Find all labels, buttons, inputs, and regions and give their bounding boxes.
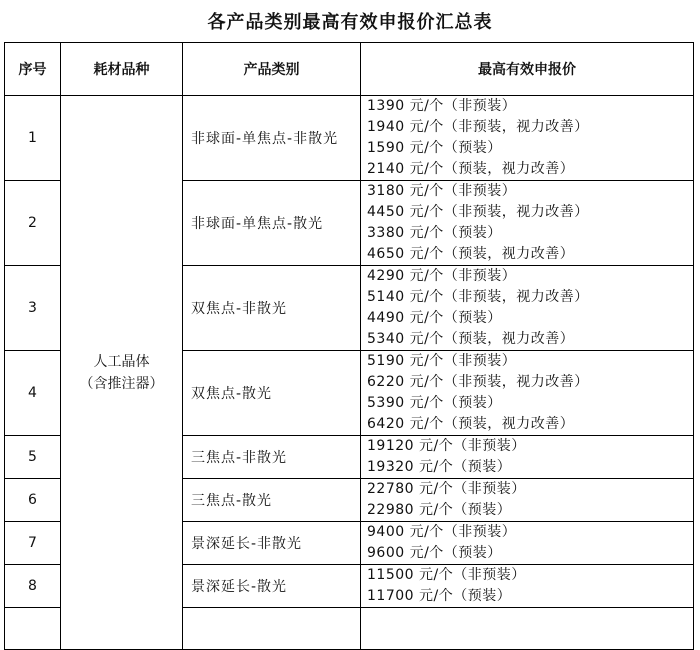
- price-cell: [361, 181, 694, 266]
- price-line: 4650 元/个（预装，视力改善）: [367, 246, 575, 262]
- price-line: 5190 元/个（非预装）: [367, 353, 517, 369]
- price-line: 22980 元/个（预装）: [367, 502, 512, 518]
- price-line: 9600 元/个（预装）: [367, 545, 502, 561]
- price-line: 5390 元/个（预装）: [367, 395, 502, 411]
- header-max-price: 最高有效申报价: [361, 43, 694, 96]
- product-category: 双焦点-散光: [183, 351, 361, 436]
- price-line: 19120 元/个（非预装）: [367, 438, 526, 454]
- price-cell: [361, 522, 694, 565]
- header-product-category: 产品类别: [183, 43, 361, 96]
- row-number: 1: [5, 96, 61, 181]
- product-category: 非球面-单焦点-散光: [183, 181, 361, 266]
- price-summary-table: [4, 42, 694, 650]
- material-name: 人工晶体: [93, 353, 150, 370]
- product-category: 双焦点-非散光: [183, 266, 361, 351]
- price-line: 22780 元/个（非预装）: [367, 481, 526, 497]
- price-line: 5340 元/个（预装，视力改善）: [367, 331, 575, 347]
- product-category: 景深延长-非散光: [183, 522, 361, 565]
- row-number: 7: [5, 522, 61, 565]
- price-line: 11500 元/个（非预装）: [367, 567, 526, 583]
- price-line: 3180 元/个（非预装）: [367, 183, 517, 199]
- row-number: 2: [5, 181, 61, 266]
- price-line: 3380 元/个（预装）: [367, 225, 502, 241]
- product-category-empty: [183, 608, 361, 650]
- row-number: 3: [5, 266, 61, 351]
- header-row: [5, 43, 694, 96]
- price-line: 2140 元/个（预装，视力改善）: [367, 161, 575, 177]
- price-line: 4450 元/个（非预装，视力改善）: [367, 204, 589, 220]
- header-serial-no: 序号: [5, 43, 61, 96]
- row-number: 6: [5, 479, 61, 522]
- product-category: 三焦点-散光: [183, 479, 361, 522]
- price-line: 6220 元/个（非预装，视力改善）: [367, 374, 589, 390]
- price-line: 6420 元/个（预装，视力改善）: [367, 416, 575, 432]
- material-note: （含推注器）: [79, 375, 164, 392]
- price-cell: [361, 266, 694, 351]
- row-number: 5: [5, 436, 61, 479]
- price-cell: [361, 96, 694, 181]
- price-line: 9400 元/个（非预装）: [367, 524, 517, 540]
- price-cell: [361, 436, 694, 479]
- row-number: 4: [5, 351, 61, 436]
- row-number-empty: [5, 608, 61, 650]
- product-category: 非球面-单焦点-非散光: [183, 96, 361, 181]
- price-line: 4490 元/个（预装）: [367, 310, 502, 326]
- price-line: 19320 元/个（预装）: [367, 459, 512, 475]
- price-line: 5140 元/个（非预装，视力改善）: [367, 289, 589, 305]
- price-cell-empty: [361, 608, 694, 650]
- price-line: 1590 元/个（预装）: [367, 140, 502, 156]
- price-line: 1940 元/个（非预装，视力改善）: [367, 119, 589, 135]
- price-line: 1390 元/个（非预装）: [367, 98, 517, 114]
- table-title: 各产品类别最高有效申报价汇总表: [207, 12, 493, 33]
- product-category: 景深延长-散光: [183, 565, 361, 608]
- price-cell: [361, 565, 694, 608]
- price-line: 4290 元/个（非预装）: [367, 268, 517, 284]
- price-line: 11700 元/个（预装）: [367, 588, 512, 604]
- price-cell: [361, 351, 694, 436]
- product-category: 三焦点-非散光: [183, 436, 361, 479]
- header-material-type: 耗材品种: [61, 43, 183, 96]
- table-row: [5, 96, 694, 181]
- material-cell: [61, 96, 183, 650]
- price-cell: [361, 479, 694, 522]
- row-number: 8: [5, 565, 61, 608]
